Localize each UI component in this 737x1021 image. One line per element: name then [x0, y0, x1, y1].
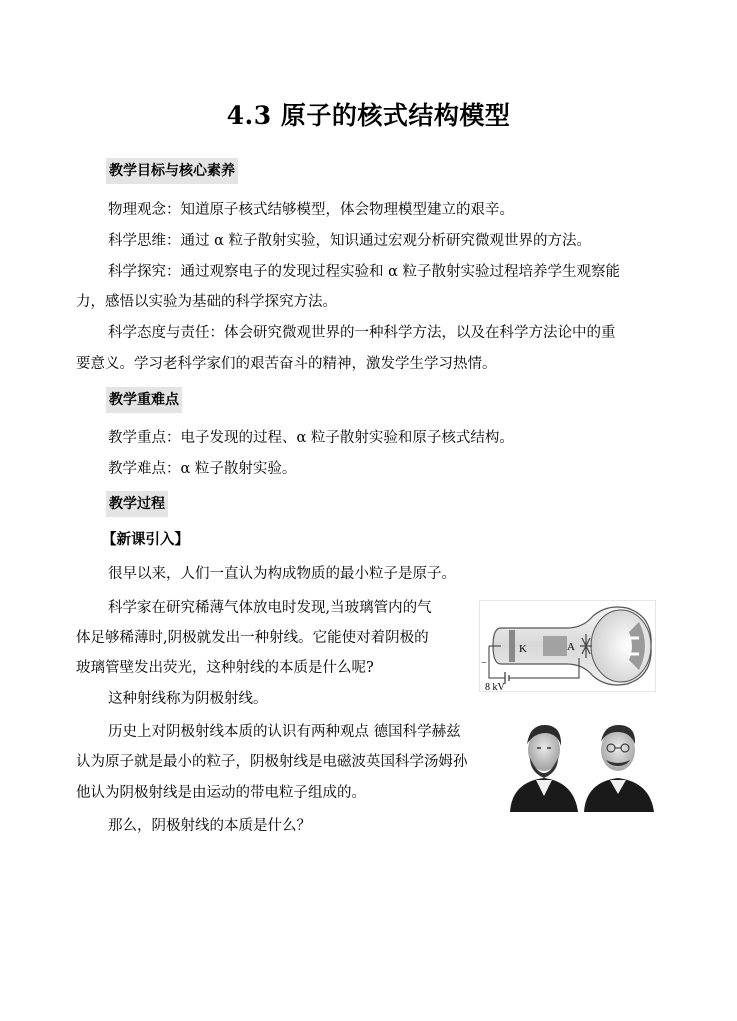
- paragraph-line: 认为原子就是最小的粒子，阴极射线是电磁波英国科学汤姆孙: [76, 754, 468, 770]
- svg-text:−: −: [481, 658, 487, 669]
- portrait-left: [510, 725, 578, 812]
- section-heading-process: 教学过程: [106, 491, 168, 517]
- paragraph-line: 玻璃管壁发出荧光，这种射线的本质是什么呢?: [76, 660, 374, 676]
- paragraph-line: 力，感悟以实验为基础的科学探究方法。: [76, 294, 337, 310]
- anode-label: A: [567, 641, 575, 653]
- page-title: 4.3 原子的核式结构模型: [226, 101, 511, 130]
- paragraph-line: 那么，阴极射线的本质是什么？: [108, 818, 311, 834]
- paragraph-line: 体足够稀薄时,阴极就发出一种射线。它能使对着阴极的: [76, 630, 429, 646]
- paragraph-line: 科学思维：通过 α 粒子散射实验，知识通过宏观分析研究微观世界的方法。: [108, 233, 592, 249]
- paragraph-line: 要意义。学习老科学家们的艰苦奋斗的精神，激发学生学习热情。: [76, 356, 497, 372]
- paragraph-line: 科学家在研究稀薄气体放电时发现,当玻璃管内的气: [108, 600, 432, 616]
- portrait-right: [584, 725, 654, 812]
- cathode-label: K: [519, 643, 527, 655]
- paragraph-line: 很早以来，人们一直认为构成物质的最小粒子是原子。: [108, 566, 456, 582]
- paragraph-line: 科学态度与责任：体会研究微观世界的一种科学方法，以及在科学方法论中的重: [108, 325, 616, 341]
- cathode-plate: [509, 630, 515, 662]
- cathode-ray-tube-figure: [479, 600, 656, 692]
- scientist-portraits-figure: [508, 716, 656, 812]
- paragraph-line: 教学难点：α 粒子散射实验。: [108, 461, 297, 477]
- paragraph-line: 这种射线称为阴极射线。: [108, 691, 268, 707]
- paragraph-line: 科学探究：通过观察电子的发现过程实验和 α 粒子散射实验过程培养学生观察能: [108, 264, 621, 280]
- section-heading-key-points: 教学重难点: [106, 387, 182, 413]
- section-heading-objectives: 教学目标与核心素养: [106, 158, 238, 184]
- paragraph-line: 历史上对阴极射线本质的认识有两种观点 德国科学赫兹: [108, 724, 461, 740]
- paragraph-line: 他认为阴极射线是由运动的带电粒子组成的。: [76, 785, 366, 801]
- voltage-label: 8 kV: [485, 682, 505, 692]
- paragraph-line: 物理观念：知道原子核式结够模型，体会物理模型建立的艰辛。: [108, 202, 514, 218]
- paragraph-line: 教学重点：电子发现的过程、α 粒子散射实验和原子核式结构。: [108, 430, 514, 446]
- subheading-new-lesson: 【新课引入】: [102, 531, 189, 548]
